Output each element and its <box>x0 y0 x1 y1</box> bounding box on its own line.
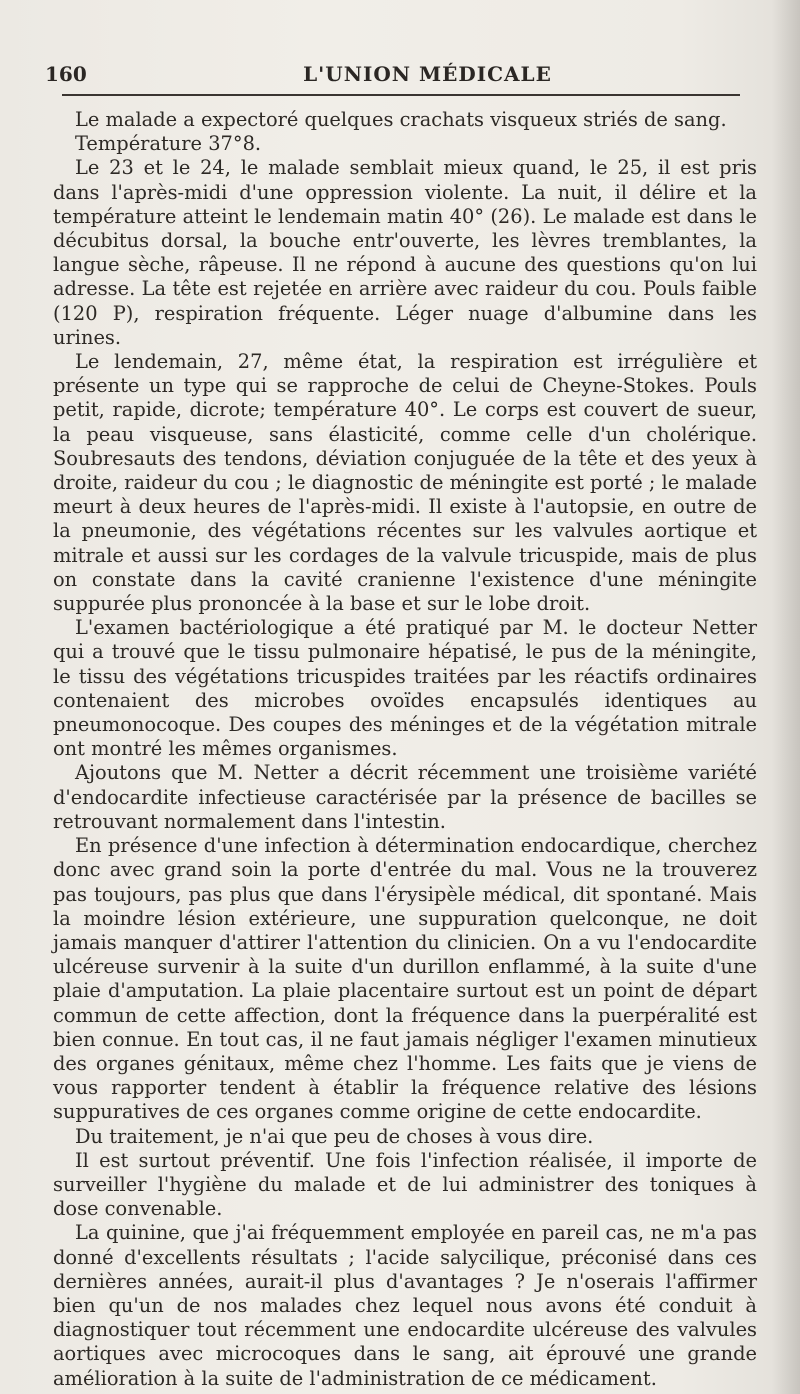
paragraph: Il est surtout préventif. Une fois l'infection réalisée, il importe de surveiller l'hygiène du malade et de lui administrer des toniques à dose convenable. <box>53 1148 757 1221</box>
article-body <box>53 108 757 1391</box>
running-title: L'UNION MÉDICALE <box>303 62 552 86</box>
paragraph: Température 37°8. <box>75 132 262 156</box>
header-rule <box>62 94 740 96</box>
paragraph: Le malade a expectoré quelques crachats visqueux striés de sang. <box>75 108 727 131</box>
paragraph: La quinine, que j'ai fréquemment employée en pareil cas, ne m'a pas donné d'excellents résultats ; l'acide salycilique, préconisé dans ces dernières années, aurait-il plus d'avantages ? Je n'oserais l'affirmer bien qu'un de nos malades chez lequel nous avons été conduit à diagnostiquer tout récemment une endocardite ulcéreuse des valvules aortiques avec microcoques dans le sang, ait éprouvé une grande amélioration à la suite de l'administration de ce médicament. <box>53 1221 757 1390</box>
paragraph: Ajoutons que M. Netter a décrit récemment une troisième variété d'endocardite infectieuse caractérisée par la présence de bacilles se retrouvant normalement dans l'intestin. <box>53 761 757 833</box>
paragraph: Le lendemain, 27, même état, la respiration est irrégulière et présente un type qui se rapproche de celui de Cheyne-Stokes. Pouls petit, rapide, dicrote; température 40°. Le corps est couvert de sueur, la peau visqueuse, sans élasticité, comme celle d'un cholérique. Soubresauts des tendons, déviation conjuguée de la tête et des yeux à droite, raideur du cou ; le diagnostic de méningite est porté ; le malade meurt à deux heures de l'après-midi. Il existe à l'autopsie, en outre de la pneumonie, des végétations récentes sur les valvules aortique et mitrale et aussi sur les cordages de la valvule tricuspide, mais de plus on constate dans la cavité cranienne l'existence d'une méningite suppurée plus prononcée à la base et sur le lobe droit. <box>53 350 757 616</box>
paragraph: En présence d'une infection à détermination endocardique, cherchez donc avec grand soin la porte d'entrée du mal. Vous ne la trouverez pas toujours, pas plus que dans l'érysipèle médical, dit spontané. Mais la moindre lésion extérieure, une suppuration quelconque, ne doit jamais manquer d'attirer l'attention du clinicien. On a vu l'endocardite ulcéreuse survenir à la suite d'un durillon enflammé, à la suite d'une plaie d'amputation. La plaie placentaire surtout est un point de départ commun de cette affection, dont la fréquence dans la puerpéralité est bien connue. En tout cas, il ne faut jamais négliger l'examen minutieux des organes génitaux, même chez l'homme. Les faits que je viens de vous rapporter tendent à établir la fréquence relative des lésions suppuratives de ces organes comme origine de cette endocardite. <box>53 834 757 1124</box>
paragraph: Le 23 et le 24, le malade semblait mieux quand, le 25, il est pris dans l'après-midi d'une oppression violente. La nuit, il délire et la température atteint le lendemain matin 40° (26). Le malade est dans le décubitus dorsal, la bouche entr'ouverte, les lèvres tremblantes, la langue sèche, râpeuse. Il ne répond à aucune des questions qu'on lui adresse. La tête est rejetée en arrière avec raideur du cou. Pouls faible (120 P), respiration fréquente. Léger nuage d'albumine dans les urines. <box>53 156 757 349</box>
page-header <box>45 62 740 92</box>
page-number: 160 <box>45 62 87 86</box>
paragraph: L'examen bactériologique a été pratiqué par M. le docteur Netter qui a trouvé que le tissu pulmonaire hépatisé, le pus de la méningite, le tissu des végétations tricuspides traitées par les réactifs ordinaires contenaient des microbes ovoïdes encapsulés identiques au pneumonocoque. Des coupes des méninges et de la végétation mitrale ont montré les mêmes organismes. <box>53 616 757 761</box>
page-edge-shadow <box>772 0 800 1394</box>
paragraph: Du traitement, je n'ai que peu de choses à vous dire. <box>75 1124 594 1148</box>
